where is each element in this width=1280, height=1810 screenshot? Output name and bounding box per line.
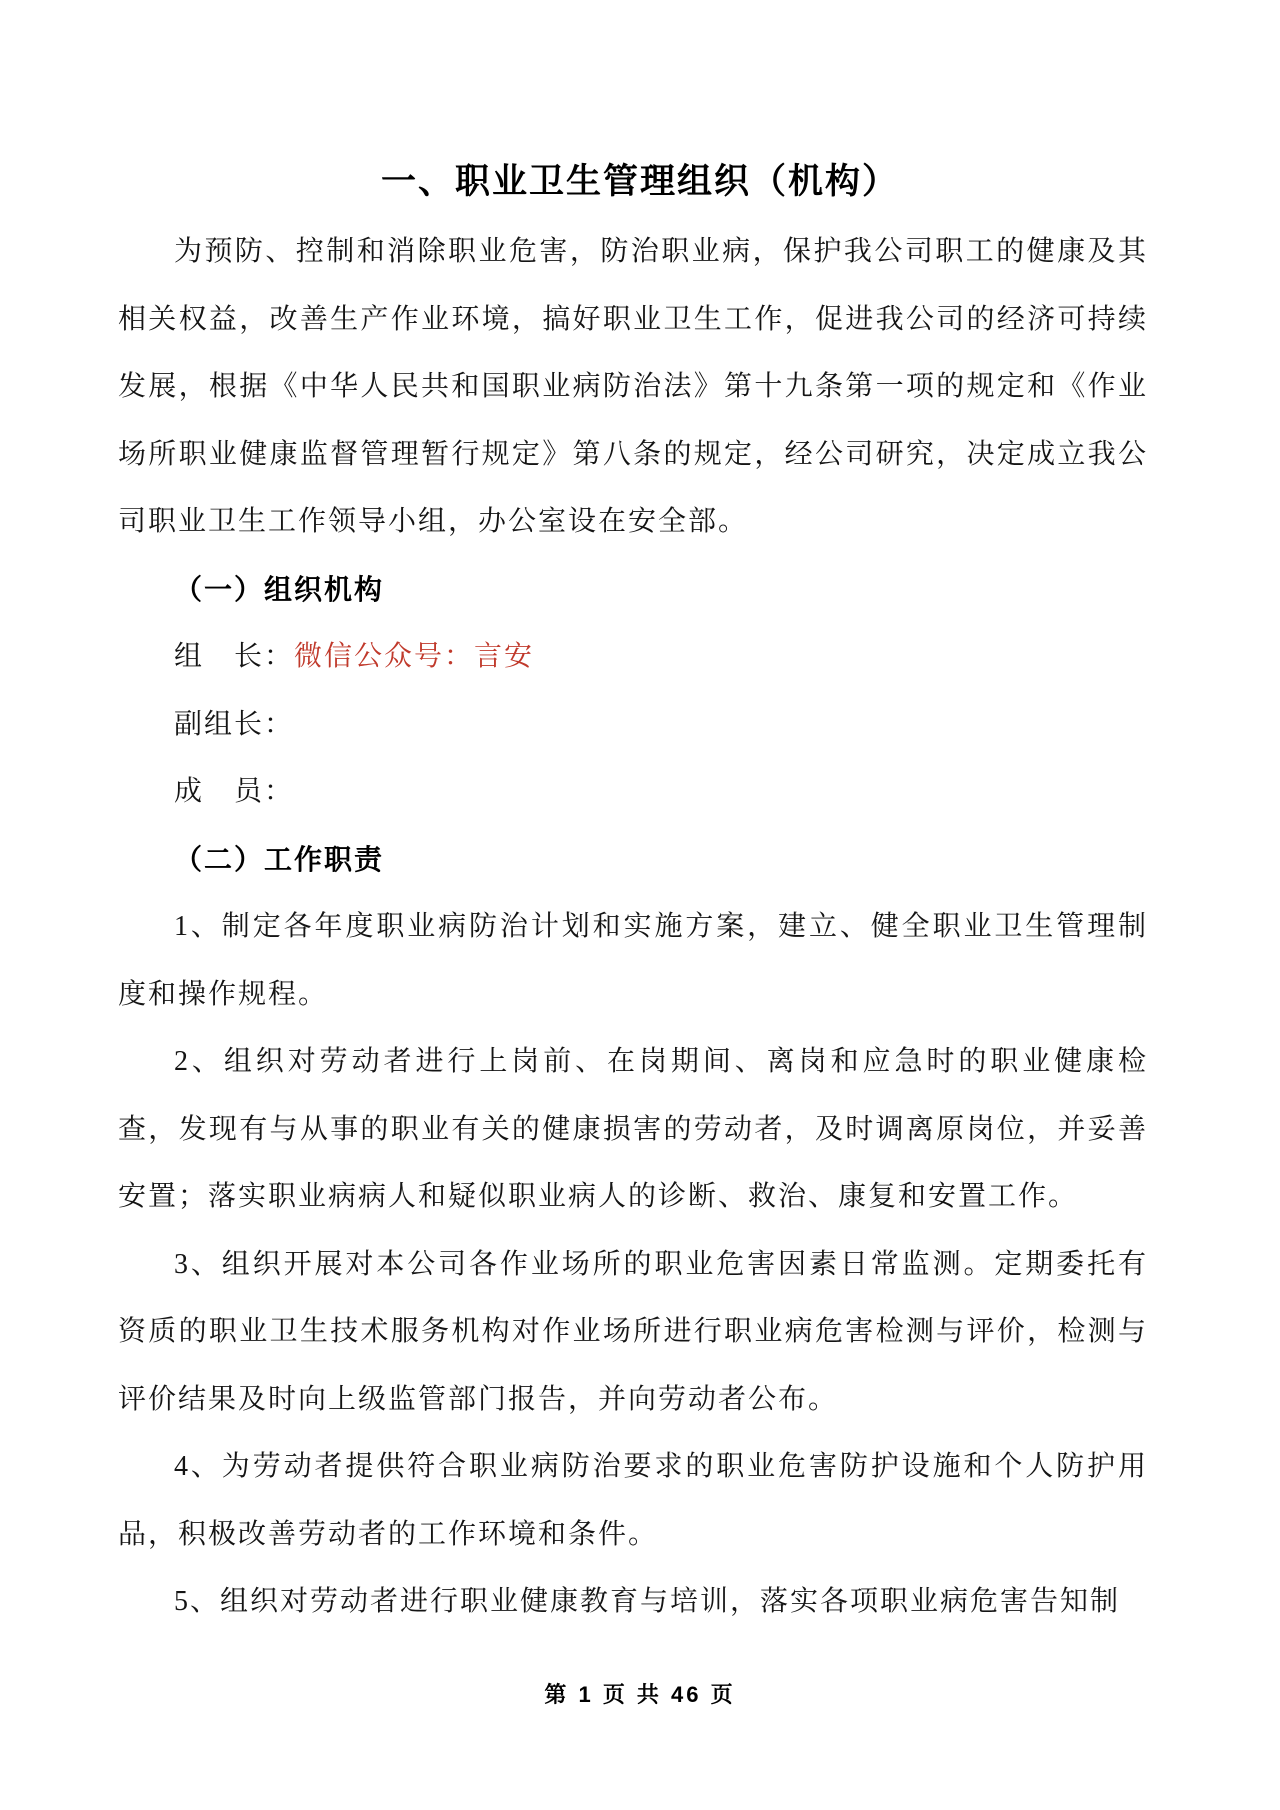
leader-line bbox=[118, 623, 1148, 691]
member-line: 成 员： bbox=[174, 776, 295, 807]
page-footer: 第 1 页 共 46 页 bbox=[544, 1682, 736, 1707]
duty-item-5: 5、组织对劳动者进行职业健康教育与培训，落实各项职业病危害告知制 bbox=[174, 1586, 1121, 1617]
leader-value-red-text: 微信公众号：言安 bbox=[294, 641, 535, 672]
duty-item-2: 2、组织对劳动者进行上岗前、在岗期间、离岗和应急时的职业健康检查，发现有与从事的职业有关的健康损害的劳动者，及时调离原岗位，并妥善安置；落实职业病病人和疑似职业病人的诊断、救治、康复和安置工作。 bbox=[118, 1046, 1148, 1212]
leader-label: 组 长： bbox=[174, 641, 295, 672]
section-heading-organization: （一）组织机构 bbox=[174, 573, 385, 605]
document-body bbox=[118, 218, 1148, 1636]
section-heading-duties: （二）工作职责 bbox=[174, 843, 385, 875]
intro-paragraph: 为预防、控制和消除职业危害，防治职业病，保护我公司职工的健康及其相关权益，改善生产作业环境，搞好职业卫生工作，促进我公司的经济可持续发展，根据《中华人民共和国职业病防治法》第十九条第一项的规定和《作业场所职业健康监督管理暂行规定》第八条的规定，经公司研究，决定成立我公司职业卫生工作领导小组，办公室设在安全部。 bbox=[118, 236, 1148, 537]
duty-item-3: 3、组织开展对本公司各作业场所的职业危害因素日常监测。定期委托有资质的职业卫生技术服务机构对作业场所进行职业病危害检测与评价，检测与评价结果及时向上级监管部门报告，并向劳动者公布。 bbox=[118, 1248, 1148, 1415]
page-title: 一、职业卫生管理组织（机构） bbox=[380, 162, 899, 201]
duty-item-4: 4、为劳动者提供符合职业病防治要求的职业危害防护设施和个人防护用品，积极改善劳动者的工作环境和条件。 bbox=[118, 1451, 1148, 1550]
duty-item-1: 1、制定各年度职业病防治计划和实施方案，建立、健全职业卫生管理制度和操作规程。 bbox=[118, 911, 1148, 1010]
deputy-leader-line: 副组长： bbox=[174, 708, 295, 740]
